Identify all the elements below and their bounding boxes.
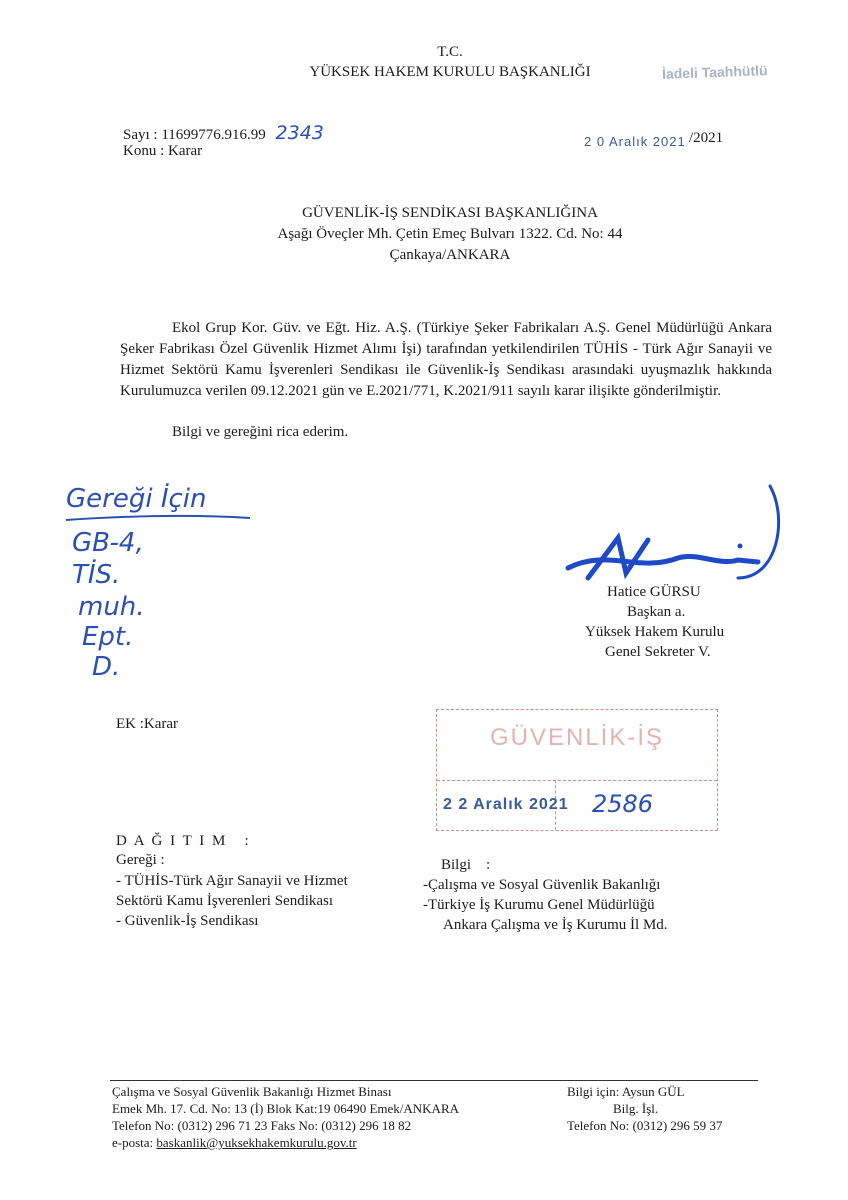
footer-divider (110, 1080, 758, 1081)
signatory-name: Hatice GÜRSU (607, 584, 701, 600)
footer-email-row (112, 1135, 357, 1151)
handwritten-underline (64, 512, 254, 526)
sayi-row (123, 122, 324, 144)
geregi-item: - TÜHİS-Türk Ağır Sanayii ve Hizmet (116, 873, 348, 889)
distribution-bilgi-label: Bilgi : (441, 857, 491, 873)
body-paragraph: Ekol Grup Kor. Güv. ve Eğt. Hiz. A.Ş. (Türkiye Şeker Fabrikaları A.Ş. Genel Müdürlüğü Ankara Şeker Fabrikası Özel Güvenlik Hizmet Alımı İşi) tarafından yetkilendirilen TÜHİS - Türk Ağır Sanayii ve Hizmet Sektörü Kamu İşverenleri Sendikası ile Güvenlik-İş Sendikası arasındaki uyuşmazlık hakkında Kurulumuzca verilen 09.12.2021 gün ve E.2021/771, K.2021/911 sayılı karar ilişikte gönderilmiştir. (120, 320, 772, 399)
date-suffix: /2021 (689, 130, 724, 146)
footer-email-label: e-posta: (112, 1135, 157, 1150)
handwritten-note-4: muh. (78, 592, 145, 622)
footer-address-line1: Çalışma ve Sosyal Güvenlik Bakanlığı Hizmet Binası (112, 1084, 392, 1099)
attachment-value: :Karar (139, 716, 179, 732)
footer-phone: Telefon No: (0312) 296 71 23 Faks No: (0312) 296 18 82 (112, 1118, 412, 1133)
header-institution: YÜKSEK HAKEM KURULU BAŞKANLIĞI (309, 64, 591, 80)
bilgi-item: Ankara Çalışma ve İş Kurumu İl Md. (443, 917, 668, 933)
received-stamp-number: 2586 (592, 790, 654, 818)
date-stamp: 2 0 Aralık 2021 (584, 134, 686, 149)
signatory-title3: Genel Sekreter V. (605, 644, 711, 660)
delivery-stamp: İadeli Taahhütlü (661, 62, 768, 82)
signatory-title2: Yüksek Hakem Kurulu (585, 624, 725, 640)
bilgi-item: -Türkiye İş Kurumu Genel Müdürlüğü (423, 897, 655, 913)
footer-contact-title: Bilg. İşl. (613, 1101, 659, 1116)
recipient-name: GÜVENLİK-İŞ SENDİKASI BAŞKANLIĞINA (302, 205, 598, 221)
bilgi-item: -Çalışma ve Sosyal Güvenlik Bakanlığı (423, 877, 661, 893)
handwritten-note-2: GB-4, (72, 528, 144, 558)
footer-address-line2: Emek Mh. 17. Cd. No: 13 (İ) Blok Kat:19 06490 Emek/ANKARA (112, 1101, 460, 1116)
signatory-title1: Başkan a. (627, 604, 686, 620)
footer-contact-phone: Telefon No: (0312) 296 59 37 (567, 1118, 723, 1133)
recipient-address-line2: Çankaya/ANKARA (389, 247, 511, 263)
sayi-label: Sayı (123, 127, 150, 143)
received-stamp-date: 2 2 Aralık 2021 (443, 796, 569, 813)
konu-label: Konu (123, 143, 157, 159)
handwritten-note-1: Gereği İçin (66, 484, 207, 514)
geregi-item: - Güvenlik-İş Sendikası (116, 913, 259, 929)
recipient-address-line1: Aşağı Öveçler Mh. Çetin Emeç Bulvarı 1322. Cd. No: 44 (277, 226, 623, 242)
footer-email-link[interactable]: baskanlik@yuksekhakemkurulu.gov.tr (156, 1135, 357, 1150)
received-stamp-org: GÜVENLİK-İŞ (489, 724, 665, 751)
handwritten-note-6: D. (92, 652, 121, 682)
attachment-row (116, 716, 178, 733)
distribution-geregi-label: Gereği : (116, 852, 165, 868)
sayi-value: : 11699776.916.99 (153, 127, 266, 143)
body-closing: Bilgi ve gereğini rica ederim. (172, 424, 349, 440)
handwritten-note-3: TİS. (72, 560, 121, 590)
header-tc: T.C. (437, 44, 463, 60)
konu-row (123, 143, 202, 160)
konu-value: : Karar (160, 143, 203, 159)
distribution-title: D A Ğ I T I M : (116, 833, 251, 849)
handwritten-note-5: Ept. (82, 622, 134, 652)
geregi-item: Sektörü Kamu İşverenleri Sendikası (116, 893, 334, 909)
attachment-label: EK (116, 716, 136, 732)
sayi-handwritten: 2343 (275, 122, 324, 144)
footer-contact-name: Bilgi için: Aysun GÜL (567, 1084, 685, 1099)
